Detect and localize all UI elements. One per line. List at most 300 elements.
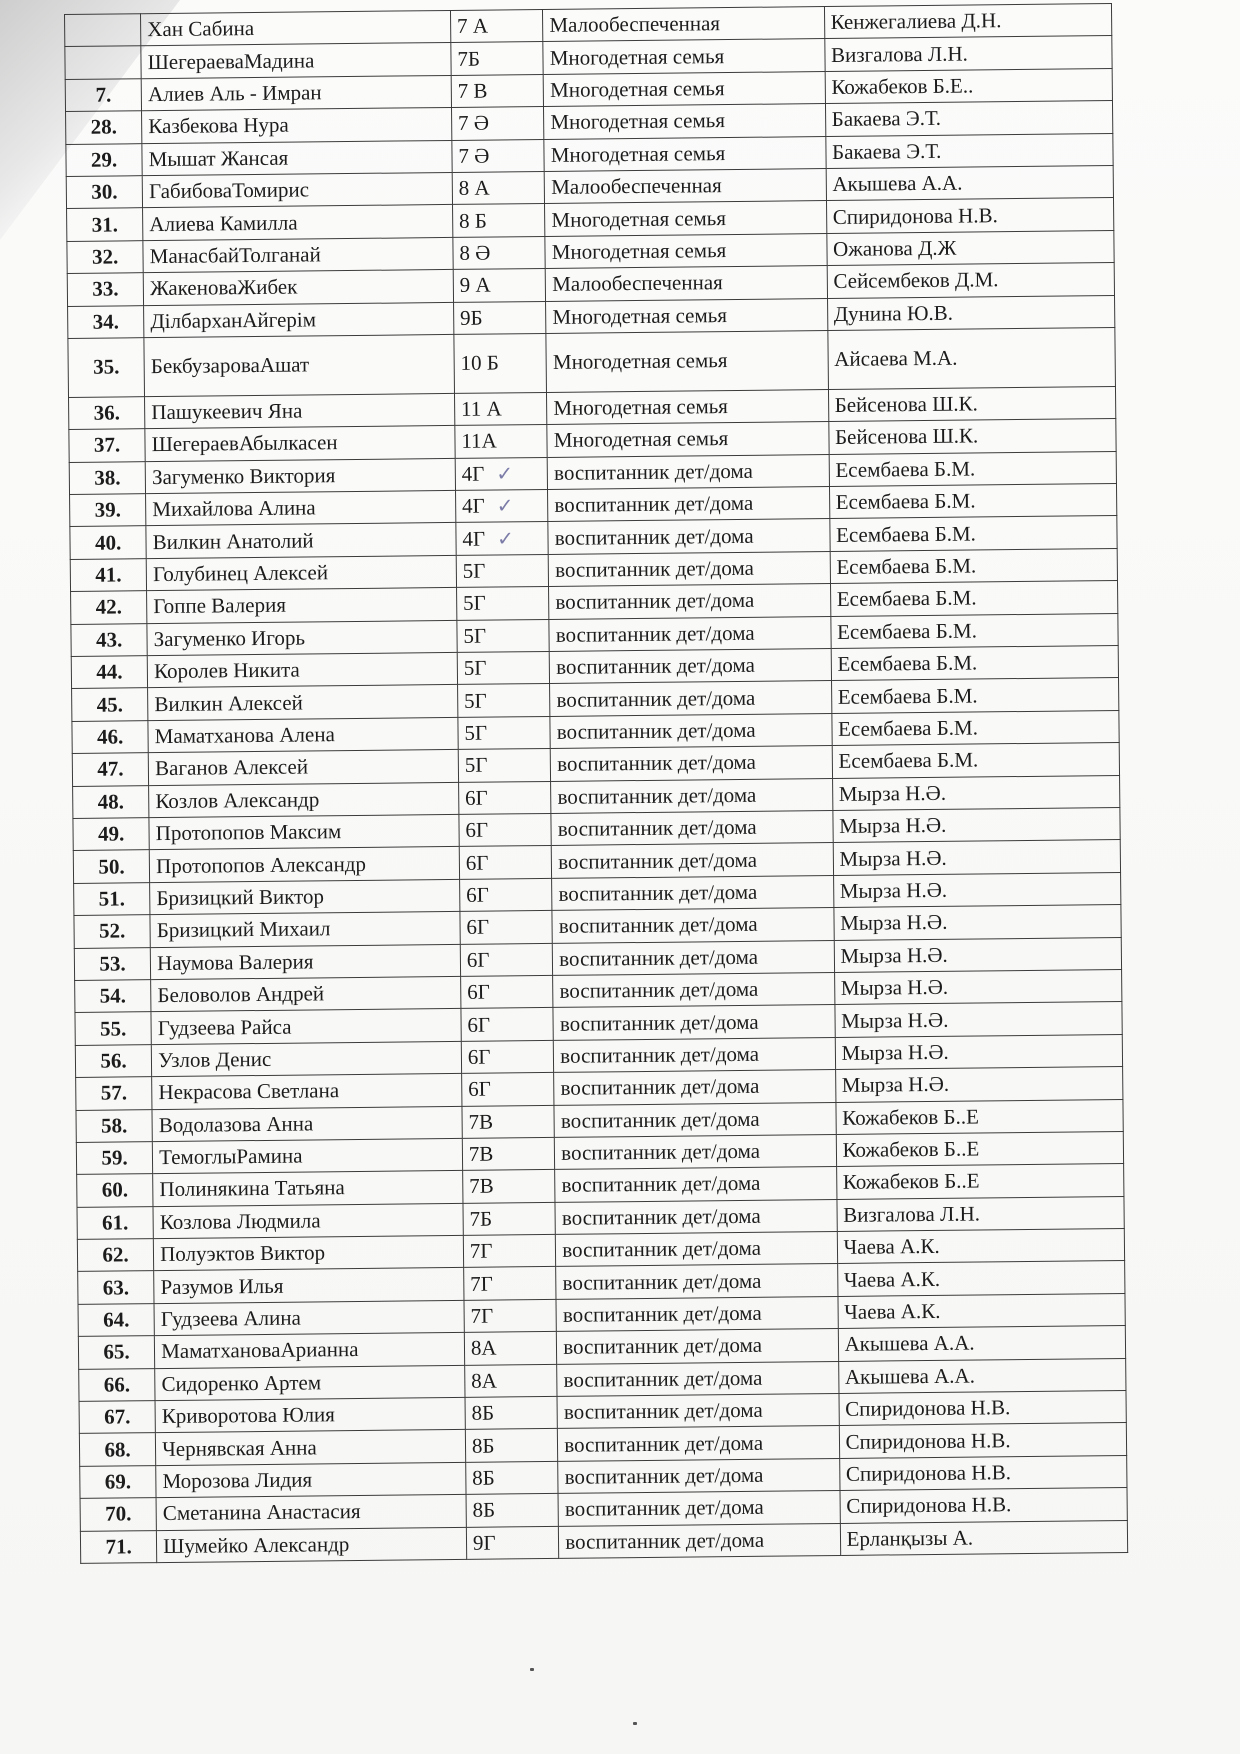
row-number-text: 71.: [105, 1534, 132, 1559]
checkmark-icon: ✓: [496, 495, 514, 518]
row-number: [80, 1530, 156, 1563]
student-name-text: Королев Никита: [153, 657, 300, 684]
class-teacher-text: Мырза Н.Ә.: [839, 877, 948, 903]
class-grade: [451, 107, 544, 140]
class-teacher-text: Спиридонова Н.В.: [832, 202, 998, 229]
class-teacher-text: Визгалова Л.Н.: [843, 1201, 981, 1227]
class-teacher: [837, 1261, 1125, 1296]
scan-speck: [633, 1722, 637, 1725]
class-teacher: [829, 451, 1117, 486]
class-teacher: [833, 905, 1121, 940]
row-number-text: 38.: [94, 465, 121, 490]
student-name-text: Протопопов Максим: [155, 819, 342, 846]
family-status: [556, 1296, 838, 1331]
class-grade-text: 11 А: [460, 396, 502, 421]
class-teacher: [825, 133, 1113, 168]
class-grade-text: 5Г: [464, 720, 488, 745]
family-status: [551, 746, 833, 781]
class-grade-text: 6Г: [465, 850, 489, 875]
family-status-text: воспитанник дет/дома: [564, 1430, 764, 1457]
family-status: [553, 1005, 835, 1040]
row-number: [77, 1239, 153, 1272]
student-name-text: Вилкин Анатолий: [152, 528, 314, 554]
family-status: [549, 584, 831, 619]
class-grade: [463, 1202, 556, 1235]
family-status: [557, 1361, 839, 1396]
class-grade-text: 9 А: [459, 272, 491, 298]
class-teacher-text: Есембаева Б.М.: [837, 650, 978, 677]
class-grade: [458, 749, 551, 782]
family-status-text: воспитанник дет/дома: [563, 1365, 763, 1392]
class-grade: [460, 943, 553, 976]
class-grade-text: 6Г: [467, 1012, 491, 1037]
row-number: [68, 338, 145, 398]
row-number-text: 50.: [98, 853, 125, 879]
row-number: [78, 1271, 154, 1304]
class-teacher: [826, 230, 1114, 265]
class-teacher-text: Кенжегалиева Д.Н.: [830, 8, 1002, 35]
class-grade-text: 8 Б: [458, 208, 487, 233]
class-grade: [458, 716, 551, 749]
student-name: [151, 976, 461, 1012]
class-grade-text: 6Г: [467, 1044, 491, 1069]
row-number-text: 60.: [101, 1177, 129, 1203]
family-status-text: Многодетная семья: [550, 140, 726, 167]
family-status-text: воспитанник дет/дома: [562, 1300, 762, 1327]
class-grade: [453, 236, 546, 269]
row-number-text: 68.: [104, 1436, 131, 1462]
class-grade: [457, 651, 550, 684]
row-number: [79, 1368, 155, 1401]
student-name-text: Хан Сабина: [147, 16, 255, 42]
student-name-text: Полуэктов Виктор: [160, 1240, 326, 1267]
class-grade: [455, 490, 548, 523]
student-name-text: Сметанина Анастасия: [162, 1499, 361, 1526]
class-grade-text: 8Б: [471, 1433, 495, 1458]
family-status-text: Многодетная семья: [549, 43, 725, 70]
class-grade-text: 5Г: [462, 558, 486, 583]
family-status-text: воспитанник дет/дома: [562, 1268, 762, 1295]
row-number-text: 44.: [96, 659, 123, 684]
class-teacher: [840, 1520, 1128, 1555]
class-teacher: [829, 516, 1117, 551]
class-teacher: [837, 1196, 1125, 1231]
student-name: [144, 334, 454, 396]
class-grade-text: 6Г: [465, 817, 489, 843]
class-grade: [466, 1461, 559, 1494]
class-teacher: [834, 937, 1122, 972]
class-grade: [457, 684, 550, 717]
student-name: [141, 43, 451, 79]
class-teacher: [829, 484, 1117, 519]
row-number-text: 39.: [94, 497, 122, 522]
class-grade-text: 7В: [468, 1109, 494, 1134]
student-name-text: Протопопов Александр: [155, 851, 367, 878]
class-teacher: [833, 840, 1121, 875]
row-number: [79, 1433, 155, 1466]
class-grade: [452, 204, 545, 237]
family-status: [545, 266, 827, 301]
class-teacher: [839, 1390, 1127, 1425]
row-number-text: 46.: [96, 724, 124, 749]
class-teacher: [833, 872, 1121, 907]
row-number: [66, 176, 142, 209]
class-grade: [459, 846, 552, 879]
class-grade: [455, 425, 548, 458]
class-teacher-text: Мырза Н.Ә.: [840, 974, 949, 1001]
class-grade: [451, 74, 544, 107]
class-teacher: [828, 419, 1116, 454]
student-name: [150, 944, 460, 980]
class-teacher-text: Мырза Н.Ә.: [840, 942, 948, 968]
student-name: [151, 1009, 461, 1045]
row-number-text: 61.: [101, 1210, 129, 1235]
student-name-text: Казбекова Нура: [148, 113, 289, 139]
student-name: [145, 458, 455, 494]
row-number: [77, 1174, 153, 1207]
family-status-text: воспитанник дет/дома: [555, 588, 755, 615]
family-status: [551, 778, 833, 813]
student-name-text: МаматхановаАрианна: [161, 1337, 359, 1364]
class-grade: [452, 139, 545, 172]
student-name: [149, 847, 459, 883]
class-grade-text: 4Г: [462, 526, 486, 551]
student-name-text: Шумейко Александр: [163, 1531, 350, 1558]
student-name: [148, 685, 458, 721]
class-teacher: [830, 581, 1118, 616]
row-number: [72, 688, 148, 721]
family-status-text: воспитанник дет/дома: [561, 1203, 761, 1230]
class-teacher-text: Ерланқызы А.: [846, 1525, 974, 1551]
class-teacher-text: Мырза Н.Ә.: [838, 780, 947, 806]
student-name-text: Ваганов Алексей: [154, 754, 309, 781]
family-status-text: Малообеспеченная: [550, 173, 722, 200]
family-status: [544, 104, 826, 139]
student-name: [150, 879, 460, 915]
row-number-text: 58.: [100, 1113, 128, 1138]
family-status: [548, 519, 830, 554]
row-number: [68, 305, 144, 338]
row-number: [74, 882, 150, 915]
row-number: [65, 78, 141, 111]
family-status: [545, 233, 827, 268]
family-status-text: воспитанник дет/дома: [556, 653, 756, 680]
row-number: [79, 1401, 155, 1434]
row-number: [74, 915, 150, 948]
class-grade-text: 10 Б: [460, 350, 499, 376]
class-grade-text: 6Г: [467, 979, 490, 1004]
family-status-text: воспитанник дет/дома: [554, 491, 754, 518]
family-status: [554, 1037, 836, 1072]
class-grade: [461, 1040, 554, 1073]
student-name-text: ЖакеноваЖибек: [149, 274, 298, 301]
row-number: [76, 1142, 152, 1175]
row-number-text: 31.: [91, 211, 119, 237]
class-teacher: [826, 165, 1114, 200]
row-number-text: 66.: [103, 1372, 131, 1397]
family-status-text: Многодетная семья: [551, 238, 727, 264]
class-teacher: [827, 263, 1115, 298]
class-grade-text: 5Г: [463, 655, 487, 681]
student-name: [148, 750, 458, 786]
row-number-text: 49.: [97, 821, 125, 846]
student-name: [143, 237, 453, 273]
scan-speck: [530, 1668, 534, 1671]
family-status: [553, 940, 835, 975]
family-status: [549, 649, 831, 684]
class-grade-text: 9Г: [472, 1530, 496, 1555]
row-number: [78, 1303, 154, 1336]
row-number-text: 43.: [95, 627, 123, 652]
row-number-text: 67.: [104, 1404, 131, 1429]
class-teacher: [824, 36, 1112, 71]
family-status: [554, 1102, 836, 1137]
family-status-text: воспитанник дет/дома: [564, 1462, 764, 1489]
row-number-text: 28.: [90, 114, 118, 140]
row-number: [67, 208, 143, 241]
class-teacher: [826, 198, 1114, 233]
class-teacher: [825, 101, 1113, 136]
family-status: [550, 713, 832, 748]
family-status-text: воспитанник дет/дома: [563, 1397, 763, 1425]
family-status-text: воспитанник дет/дома: [556, 717, 756, 744]
family-status-text: воспитанник дет/дома: [554, 523, 754, 550]
family-status-text: Многодетная семья: [549, 76, 725, 102]
class-grade: [457, 619, 550, 652]
student-name-text: Разумов Илья: [160, 1273, 284, 1299]
table-row: [68, 327, 1116, 397]
class-teacher-text: Акышева А.А.: [844, 1330, 975, 1357]
family-status-text: воспитанник дет/дома: [561, 1171, 761, 1198]
row-number: [74, 947, 150, 980]
family-status: [559, 1523, 841, 1558]
family-status: [556, 1232, 838, 1267]
student-name-text: Мышат Жансая: [148, 145, 289, 171]
student-name: [141, 10, 451, 46]
family-status-text: воспитанник дет/дома: [557, 782, 757, 809]
row-number-text: 52.: [98, 918, 126, 944]
class-grade: [458, 781, 551, 814]
class-grade-text: 7Б: [469, 1206, 493, 1231]
class-teacher: [839, 1455, 1127, 1490]
class-teacher-text: Есембаева Б.М.: [836, 585, 977, 612]
class-grade: [459, 813, 552, 846]
student-name-text: Загуменко Виктория: [151, 463, 336, 489]
family-status: [543, 71, 825, 106]
class-grade-text: 7 Ә: [458, 143, 490, 168]
row-number: [73, 785, 149, 818]
class-teacher: [831, 646, 1119, 681]
class-grade-text: 7Б: [457, 46, 481, 71]
class-grade: [453, 301, 546, 334]
family-status: [555, 1199, 837, 1234]
student-name: [153, 1203, 463, 1239]
row-number: [78, 1336, 154, 1369]
class-grade: [452, 171, 545, 204]
class-teacher: [836, 1131, 1124, 1166]
class-grade: [459, 878, 552, 911]
student-name: [153, 1235, 463, 1271]
family-status-text: воспитанник дет/дома: [560, 1041, 760, 1068]
class-grade-text: 6Г: [466, 947, 490, 972]
class-grade-text: 7В: [469, 1174, 494, 1199]
row-number: [71, 623, 147, 656]
row-number-text: 41.: [95, 562, 122, 587]
class-teacher-text: Есембаева Б.М.: [838, 747, 979, 774]
row-number-text: 54.: [99, 983, 127, 1008]
row-number-text: 30.: [91, 179, 118, 204]
class-grade: [465, 1396, 558, 1429]
family-status: [546, 298, 828, 333]
row-number: [66, 143, 142, 176]
student-name: [152, 1106, 462, 1142]
family-status: [549, 616, 831, 651]
family-status-text: воспитанник дет/дома: [559, 976, 759, 1003]
class-teacher: [834, 969, 1122, 1004]
student-name: [150, 912, 460, 948]
class-teacher-text: Акышева А.А.: [832, 170, 963, 197]
row-number: [77, 1206, 153, 1239]
class-teacher-text: Мырза Н.Ә.: [841, 1072, 950, 1098]
family-status-text: воспитанник дет/дома: [557, 814, 757, 842]
student-name-text: ГабибоваТомирис: [148, 177, 310, 204]
class-teacher: [838, 1358, 1126, 1393]
family-status: [557, 1393, 839, 1428]
student-table: [64, 3, 1128, 1564]
family-status: [545, 201, 827, 236]
family-status-text: воспитанник дет/дома: [558, 847, 758, 874]
student-name-text: Криворотова Юлия: [161, 1402, 336, 1429]
row-number: [65, 46, 141, 79]
student-name: [151, 1041, 461, 1077]
student-name-text: Маматханова Алена: [154, 722, 335, 749]
student-name: [147, 588, 457, 624]
class-grade: [460, 911, 553, 944]
class-teacher: [831, 678, 1119, 713]
class-grade-text: 6Г: [466, 914, 490, 940]
class-teacher: [838, 1326, 1126, 1361]
row-number: [76, 1109, 152, 1142]
row-number: [73, 850, 149, 883]
family-status: [552, 843, 834, 878]
class-teacher-text: Чаева А.К.: [844, 1298, 941, 1324]
student-name: [142, 172, 452, 208]
family-status: [551, 810, 833, 845]
student-name-text: МанасбайТолганай: [149, 242, 321, 269]
student-name-text: ШегераевАбылкасен: [151, 430, 338, 457]
student-name: [146, 555, 456, 591]
row-number: [69, 461, 145, 494]
row-number: [66, 111, 142, 144]
family-status: [558, 1491, 840, 1526]
class-teacher: [836, 1099, 1124, 1134]
student-name: [157, 1527, 467, 1563]
row-number-text: 69.: [104, 1469, 132, 1494]
family-status-text: Многодетная семья: [551, 205, 727, 232]
family-status-text: воспитанник дет/дома: [565, 1527, 765, 1554]
student-name-text: Вилкин Алексей: [154, 690, 303, 716]
family-status-text: воспитанник дет/дома: [564, 1495, 764, 1522]
row-number-text: 40.: [94, 530, 122, 555]
class-teacher-text: Бакаева Э.Т.: [831, 106, 942, 132]
class-grade: [461, 1073, 554, 1106]
row-number: [71, 656, 147, 689]
student-name: [152, 1074, 462, 1110]
row-number: [71, 591, 147, 624]
family-status: [548, 487, 830, 522]
student-table-body: [65, 4, 1128, 1564]
student-name-text: ШегераеваМадина: [147, 47, 315, 74]
row-number: [67, 273, 143, 306]
class-teacher-text: Дунина Ю.В.: [833, 300, 954, 326]
family-status: [555, 1134, 837, 1169]
family-status-text: воспитанник дет/дома: [561, 1138, 761, 1165]
student-name: [143, 270, 453, 306]
class-grade-text: 9Б: [459, 305, 483, 330]
class-grade: [456, 554, 549, 587]
class-teacher-text: Мырза Н.Ә.: [838, 812, 947, 839]
class-teacher-text: Спиридонова Н.В.: [845, 1460, 1012, 1486]
student-name-text: Сидоренко Артем: [161, 1370, 322, 1396]
class-grade-text: 8Б: [471, 1400, 495, 1426]
class-teacher-text: Есембаева Б.М.: [837, 715, 979, 741]
family-status: [544, 136, 826, 171]
student-name: [142, 108, 452, 144]
family-status: [554, 1070, 836, 1105]
class-grade: [461, 1008, 554, 1041]
student-name-text: Узлов Денис: [157, 1046, 272, 1072]
class-teacher: [837, 1229, 1125, 1264]
class-grade: [453, 269, 546, 302]
class-grade: [463, 1234, 556, 1267]
family-status: [557, 1329, 839, 1364]
class-teacher-text: Акышева А.А.: [844, 1363, 976, 1389]
class-teacher: [832, 775, 1120, 810]
student-name-text: Водолазова Анна: [158, 1111, 314, 1137]
row-number: [69, 429, 145, 462]
family-status-text: воспитанник дет/дома: [558, 879, 758, 906]
family-status: [550, 681, 832, 716]
row-number: [72, 720, 148, 753]
family-status: [552, 908, 834, 943]
family-status: [547, 454, 829, 489]
class-teacher-text: Мырза Н.Ә.: [841, 1007, 949, 1033]
student-name: [145, 393, 455, 429]
checkmark-icon: ✓: [496, 527, 514, 551]
row-number-text: 53.: [99, 951, 126, 976]
class-grade: [462, 1137, 555, 1170]
row-number: [65, 14, 141, 47]
class-grade-text: 8Б: [472, 1497, 496, 1523]
class-grade-text: 7Г: [469, 1238, 493, 1264]
row-number: [75, 1044, 151, 1077]
class-teacher: [836, 1164, 1124, 1199]
class-teacher-text: Спиридонова Н.В.: [845, 1427, 1011, 1454]
family-status-text: воспитанник дет/дома: [558, 912, 758, 939]
class-teacher-text: Бейсенова Ш.К.: [834, 391, 978, 418]
class-grade-text: 4Г: [461, 461, 485, 486]
row-number-text: 62.: [102, 1242, 129, 1267]
family-status-text: Малообеспеченная: [549, 11, 721, 38]
row-number: [75, 1012, 151, 1045]
class-teacher-text: Сейсембеков Д.М.: [833, 267, 999, 294]
family-status-text: воспитанник дет/дома: [556, 685, 756, 712]
class-grade: [464, 1267, 557, 1300]
class-teacher-text: Кожабеков Б..Е: [842, 1104, 979, 1130]
row-number-text: 29.: [90, 147, 118, 172]
row-number-text: 35.: [93, 354, 120, 380]
class-grade: [456, 587, 549, 620]
